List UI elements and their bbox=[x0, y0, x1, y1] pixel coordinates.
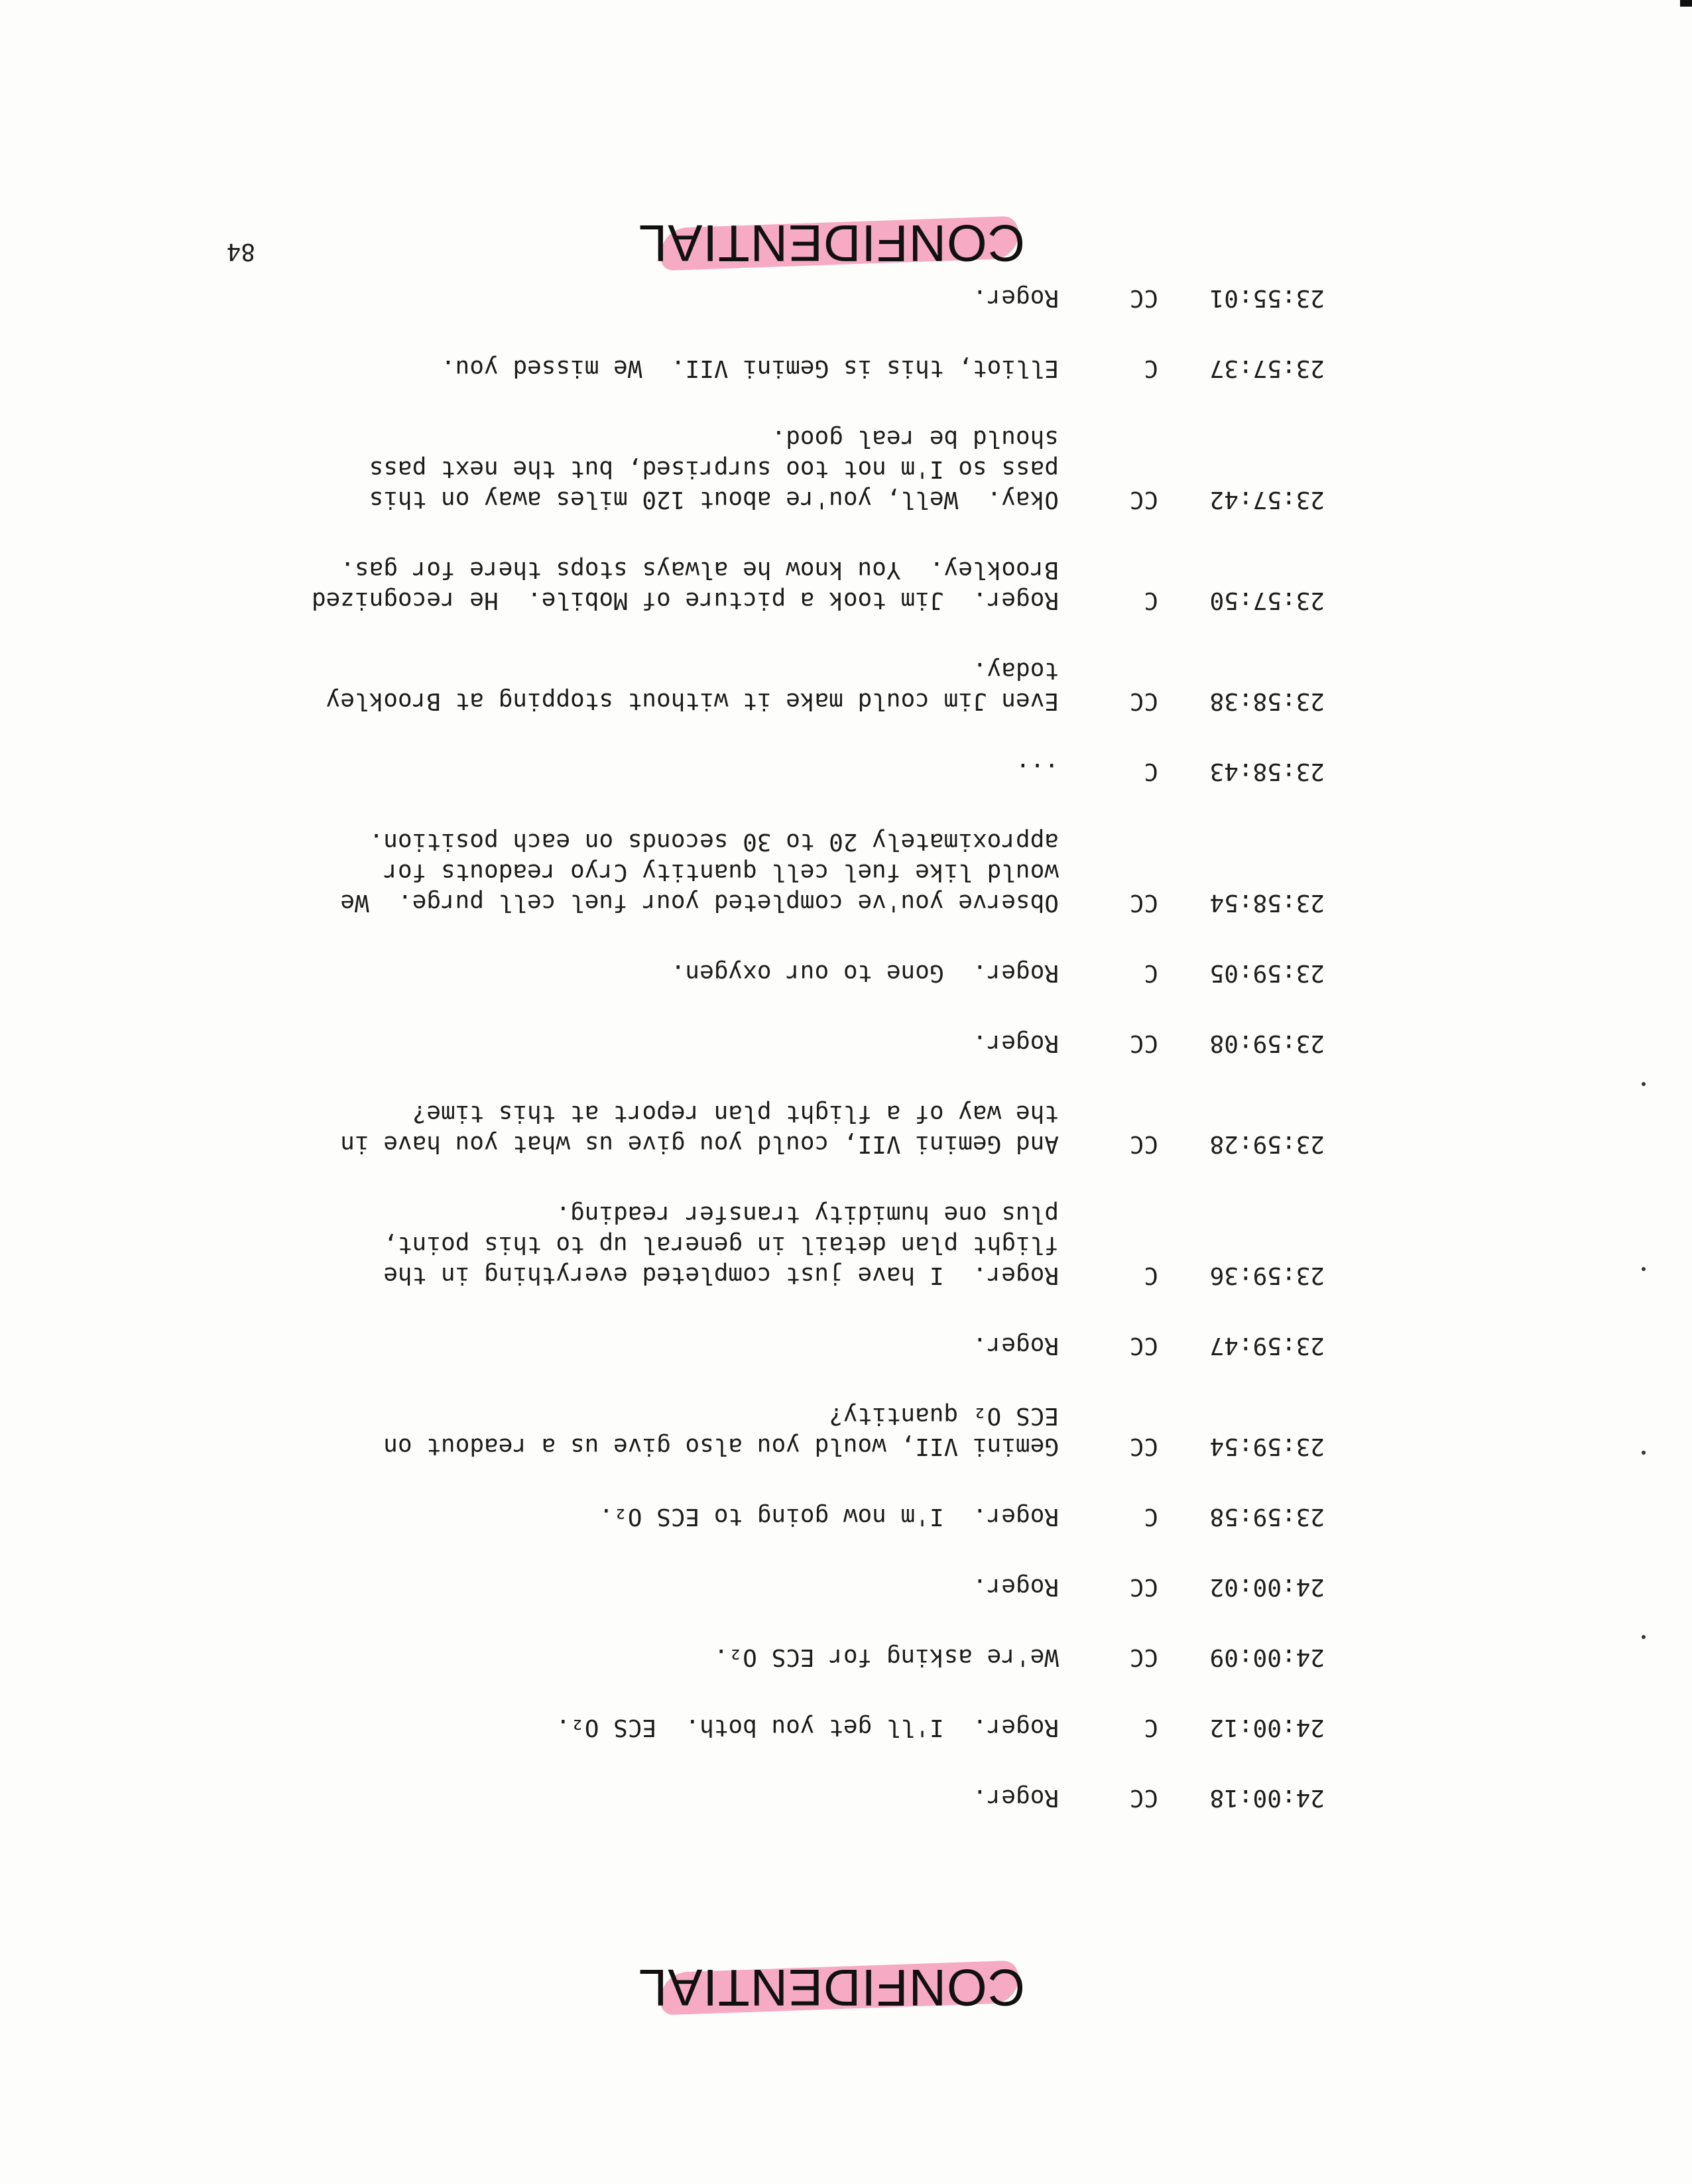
page-number: 84 bbox=[226, 238, 255, 265]
entry-speaker: C bbox=[1144, 1262, 1158, 1289]
entry-speaker: C bbox=[1144, 587, 1158, 614]
entry-text bbox=[91, 554, 1059, 615]
entry-timestamp: 24:00:09 bbox=[1209, 1644, 1325, 1671]
stamp-text: CONFIDENTIAL bbox=[637, 1959, 1025, 2017]
entry-speaker: C bbox=[1144, 959, 1158, 987]
entry-timestamp: 23:57:50 bbox=[1209, 587, 1325, 614]
entry-speaker: CC bbox=[1129, 1130, 1158, 1158]
entry-timestamp: 24:00:02 bbox=[1209, 1573, 1325, 1601]
entry-text-line: today. bbox=[972, 657, 1059, 684]
entry-text bbox=[91, 1501, 1059, 1532]
entry-timestamp: 23:59:05 bbox=[1209, 959, 1325, 987]
entry-text-line: Roger. Gone to our oxygen. bbox=[670, 959, 1059, 987]
entry-timestamp: 23:58:38 bbox=[1209, 688, 1325, 715]
entry-text bbox=[91, 1199, 1059, 1290]
entry-text-line: approximately 20 to 30 seconds on each position. bbox=[369, 828, 1059, 855]
entry-text-line: ECS O₂ quantity? bbox=[829, 1402, 1059, 1429]
entry-speaker: C bbox=[1144, 758, 1158, 785]
entry-text-line: Brookley. You know he always stops there for gas. bbox=[340, 556, 1059, 583]
entry-text-line: Roger. Jim took a picture of Mobile. He recognized bbox=[311, 587, 1059, 614]
entry-text-line: pass so I'm not too surprised, but the next pass bbox=[369, 455, 1059, 483]
entry-text-line: flight plan detail in general up to this point, bbox=[383, 1231, 1059, 1258]
entry-text-line: Roger. bbox=[972, 1030, 1059, 1057]
entry-timestamp: 23:58:43 bbox=[1209, 758, 1325, 785]
entry-text bbox=[91, 655, 1059, 716]
entry-text bbox=[91, 353, 1059, 383]
entry-timestamp: 23:59:47 bbox=[1209, 1332, 1325, 1359]
entry-timestamp: 23:59:58 bbox=[1209, 1503, 1325, 1530]
stamp-text: CONFIDENTIAL bbox=[637, 214, 1025, 273]
entry-text-line: Roger. bbox=[972, 1332, 1059, 1359]
entry-speaker: CC bbox=[1129, 284, 1158, 312]
scan-speck bbox=[1642, 1451, 1646, 1455]
entry-speaker: CC bbox=[1129, 1784, 1158, 1811]
entry-timestamp: 23:58:54 bbox=[1209, 889, 1325, 916]
entry-timestamp: 23:59:28 bbox=[1209, 1130, 1325, 1158]
entry-text-line: Even Jim could make it without stopping at Brookley bbox=[326, 688, 1059, 715]
entry-timestamp: 24:00:12 bbox=[1209, 1714, 1325, 1741]
entry-timestamp: 23:59:54 bbox=[1209, 1433, 1325, 1460]
entry-text bbox=[91, 1400, 1059, 1461]
entry-text-line: should be real good. bbox=[771, 425, 1059, 452]
entry-text-line: Roger. bbox=[972, 1784, 1059, 1811]
entry-speaker: CC bbox=[1129, 1433, 1158, 1460]
scan-corner-mark bbox=[1680, 0, 1692, 7]
scan-speck bbox=[1642, 1082, 1646, 1086]
entry-text bbox=[91, 1642, 1059, 1672]
entry-text bbox=[91, 1782, 1059, 1813]
entry-text-line: Okay. Well, you're about 120 miles away on this bbox=[369, 486, 1059, 513]
entry-speaker: CC bbox=[1129, 1573, 1158, 1601]
entry-timestamp: 23:55:01 bbox=[1209, 284, 1325, 312]
entry-text-line: Elliot, this is Gemini VII. We missed you. bbox=[441, 355, 1059, 382]
entry-text-line: plus one humidity transfer reading. bbox=[556, 1201, 1059, 1228]
entry-text-line: Roger. I'm now going to ECS O₂. bbox=[599, 1503, 1059, 1530]
entry-text bbox=[91, 1098, 1059, 1159]
entry-speaker: CC bbox=[1129, 889, 1158, 916]
confidential-stamp-bottom bbox=[637, 206, 1025, 279]
entry-text bbox=[91, 826, 1059, 918]
entry-text bbox=[91, 282, 1059, 313]
entry-text bbox=[91, 1571, 1059, 1602]
entry-text-line: Roger. I have just completed everything in the bbox=[383, 1262, 1059, 1289]
entry-text bbox=[91, 1330, 1059, 1361]
confidential-stamp-top bbox=[637, 1951, 1025, 2024]
entry-speaker: C bbox=[1144, 1503, 1158, 1530]
scan-speck bbox=[1642, 1635, 1646, 1639]
entry-speaker: CC bbox=[1129, 1030, 1158, 1057]
entry-text bbox=[91, 1028, 1059, 1058]
entry-text-line: We're asking for ECS O₂. bbox=[713, 1644, 1059, 1671]
entry-timestamp: 23:59:36 bbox=[1209, 1262, 1325, 1289]
entry-speaker: CC bbox=[1129, 486, 1158, 513]
entry-speaker: C bbox=[1144, 1714, 1158, 1741]
entry-timestamp: 24:00:18 bbox=[1209, 1784, 1325, 1811]
entry-timestamp: 23:57:37 bbox=[1209, 355, 1325, 382]
entry-text-line: ... bbox=[1015, 758, 1059, 785]
entry-timestamp: 23:57:42 bbox=[1209, 486, 1325, 513]
entry-text bbox=[91, 1712, 1059, 1742]
entry-text-line: Observe you've completed your fuel cell purge. We bbox=[340, 889, 1059, 916]
entry-text-line: And Gemini VII, could you give us what you have in bbox=[340, 1130, 1059, 1158]
entry-text-line: the way of a flight plan report at this time? bbox=[412, 1100, 1059, 1127]
entry-speaker: C bbox=[1144, 355, 1158, 382]
entry-speaker: CC bbox=[1129, 688, 1158, 715]
entry-text-line: would like fuel cell quantity Cryo readouts for bbox=[383, 859, 1059, 886]
entry-text-line: Roger. I'll get you both. ECS O₂. bbox=[556, 1714, 1059, 1741]
entry-text-line: Roger. bbox=[972, 1573, 1059, 1601]
scan-speck bbox=[1642, 1267, 1646, 1271]
entry-text-line: Gemini VII, would you also give us a readout on bbox=[383, 1433, 1059, 1460]
entry-speaker: CC bbox=[1129, 1644, 1158, 1671]
entry-text-line: Roger. bbox=[972, 284, 1059, 312]
entry-text bbox=[91, 957, 1059, 988]
entry-text bbox=[91, 423, 1059, 515]
entry-text bbox=[91, 756, 1059, 786]
entry-speaker: CC bbox=[1129, 1332, 1158, 1359]
entry-timestamp: 23:59:08 bbox=[1209, 1030, 1325, 1057]
